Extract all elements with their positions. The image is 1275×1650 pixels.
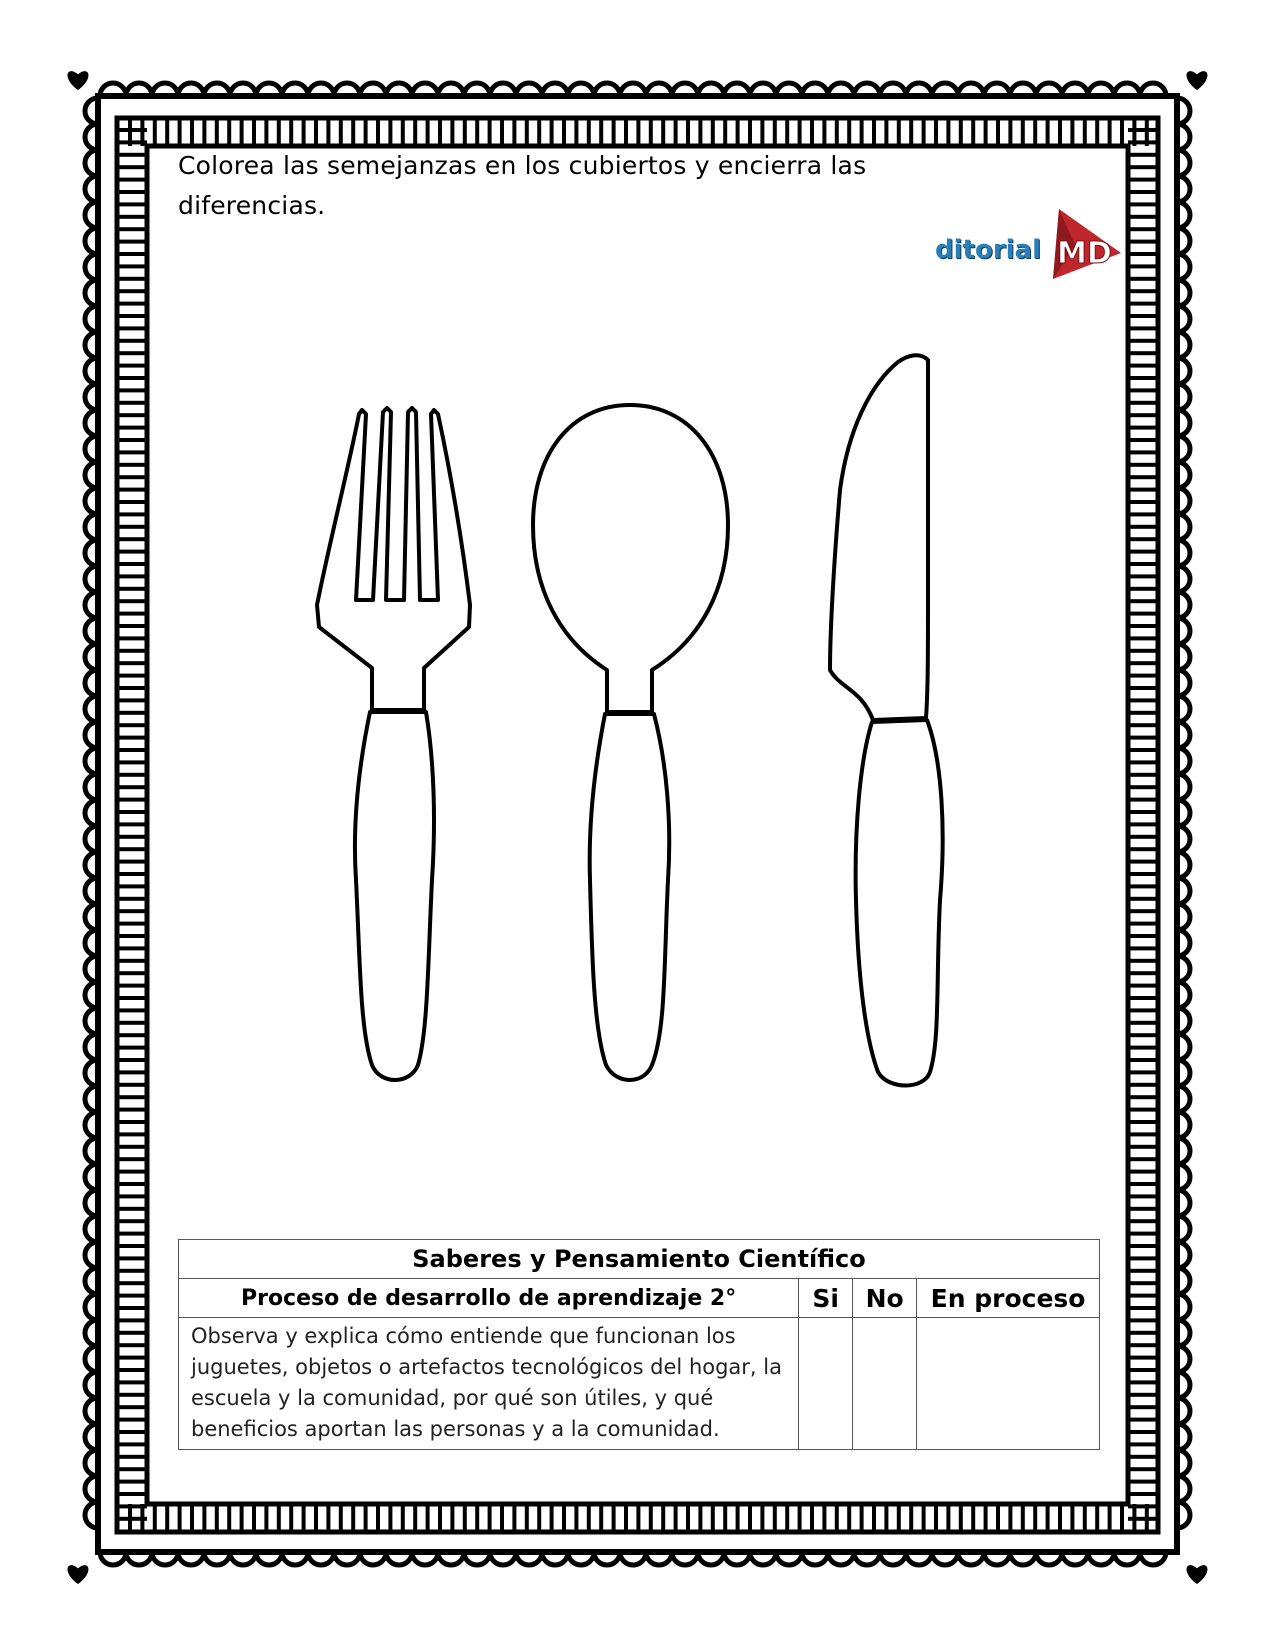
header-no: No — [853, 1279, 917, 1318]
logo-text: ditorial — [935, 235, 1042, 265]
instruction-text — [178, 146, 978, 226]
header-yes: Si — [799, 1279, 853, 1318]
table-row — [179, 1318, 1100, 1450]
editorial-md-logo — [935, 205, 1125, 285]
cutlery-illustration — [300, 350, 980, 1100]
header-in-progress: En proceso — [917, 1279, 1100, 1318]
evaluation-table — [178, 1239, 1100, 1450]
header-process: Proceso de desarrollo de aprendizaje 2° — [179, 1279, 799, 1318]
table-title: Saberes y Pensamiento Científico — [179, 1240, 1100, 1279]
instruction-line-1: Colorea las semejanzas en los cubiertos y encierra las — [178, 151, 867, 180]
checkbox-cell-no[interactable] — [853, 1318, 917, 1450]
knife-drawing — [830, 355, 943, 1085]
row-description: Observa y explica cómo entiende que funcionan los juguetes, objetos o artefactos tecnológicos del hogar, la escuela y la comunidad, por qué son útiles, y qué beneficios aportan las personas y a la comunidad. — [179, 1318, 799, 1450]
checkbox-cell-yes[interactable] — [799, 1318, 853, 1450]
logo-mark-icon — [1045, 205, 1125, 285]
logo-mark-text: MD — [1057, 236, 1112, 271]
spoon-drawing — [533, 405, 728, 1080]
instruction-line-2: diferencias. — [178, 191, 326, 220]
checkbox-cell-in-progress[interactable] — [917, 1318, 1100, 1450]
fork-drawing — [317, 408, 470, 1080]
